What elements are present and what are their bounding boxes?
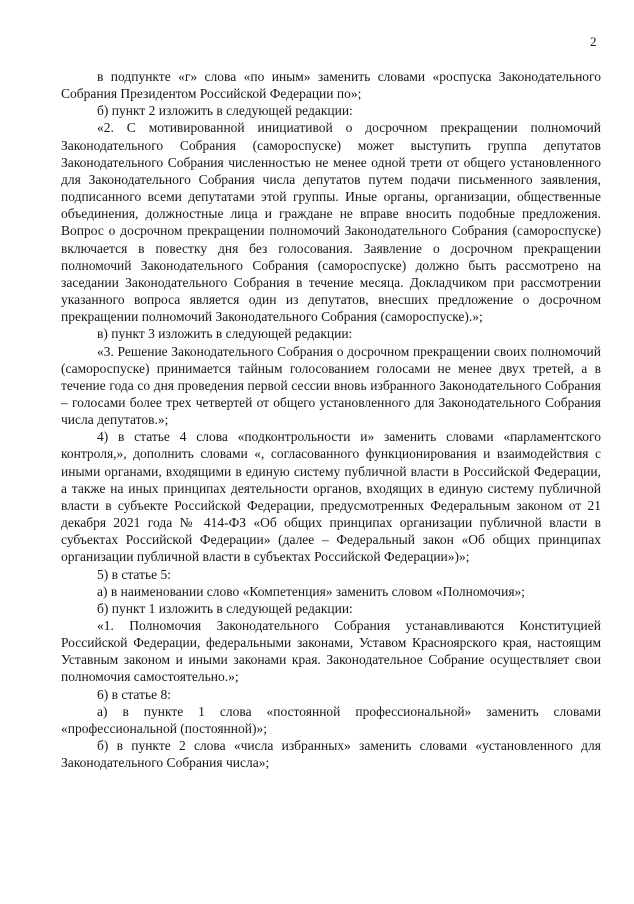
paragraph-article-4: 4) в статье 4 слова «подконтрольности и» заменить словами «парламентского контроля,», дополнить словами «, согласованного функционирования и взаимодействия с иными органами, входящими в единую систему публичной власти в Российской Федерации, а также на иных принципах деятельности органов, входящих в единую систему публичной власти в субъекте Российской Федерации, предусмотренных Федеральным законом от 21 декабря 2021 года № 414-ФЗ «Об общих принципах организации публичной власти в субъектах Российской Федерации» (далее – Федеральный закон «Об общих принципах организации публичной власти в субъектах Российской Федерации»)»; xyxy=(61,429,601,565)
paragraph-point-v-heading: в) пункт 3 изложить в следующей редакции: xyxy=(97,326,353,342)
paragraph-article-8-heading: 6) в статье 8: xyxy=(97,686,171,702)
paragraph-article-5-a: а) в наименовании слово «Компетенция» заменить словом «Полномочия»; xyxy=(97,583,526,599)
paragraph-article-5-heading: 5) в статье 5: xyxy=(97,566,171,582)
paragraph-article-8-a: а) в пункте 1 слова «постоянной профессиональной» заменить словами «профессиональной (постоянной)»; xyxy=(61,703,601,736)
paragraph-clause-3-text: «3. Решение Законодательного Собрания о досрочном прекращении своих полномочий (самороспуске) принимается тайным голосованием голосами не менее двух третей, а в течение года со дня проведения первой сессии вновь избранного Законодательного Собрания – голосами более трех четвертей от общего установленного для Законодательного Собрания числа депутатов.»; xyxy=(61,343,601,428)
paragraph-subpoint-g: в подпункте «г» слова «по иным» заменить словами «роспуска Законодательного Собрания Президентом Российской Федерации по»; xyxy=(61,69,601,102)
paragraph-point-b-heading: б) пункт 2 изложить в следующей редакции: xyxy=(97,103,353,119)
paragraph-article-5-clause-1: «1. Полномочия Законодательного Собрания устанавливаются Конституцией Российской Федерации, федеральными законами, Уставом Красноярского края, настоящим Уставным законом и иными законами края. Законодательное Собрание осуществляет свои полномочия самостоятельно.»; xyxy=(61,618,601,685)
paragraph-article-8-b: б) в пункте 2 слова «числа избранных» заменить словами «установленного для Законодательного Собрания числа»; xyxy=(61,738,601,771)
paragraph-article-5-b: б) пункт 1 изложить в следующей редакции: xyxy=(97,600,353,616)
document-body xyxy=(61,68,601,771)
paragraph-clause-2-text: «2. С мотивированной инициативой о досрочном прекращении полномочий Законодательного Собрания (самороспуске) может выступить группа депутатов Законодательного Собрания численностью не менее одной трети от общего установленного для Законодательного Собрания числа депутатов путем подачи письменного заявления, подписанного всеми депутатами этой группы. Иные органы, организации, общественные объединения, должностные лица и граждане не вправе вносить подобные предложения. Вопрос о досрочном прекращении полномочий Законодательного Собрания (самороспуске) включается в повестку дня без голосования. Заявление о досрочном прекращении полномочий Законодательного Собрания (самороспуске) должно быть рассмотрено на заседании Законодательного Собрания в течение месяца. Докладчиком при рассмотрении указанного вопроса является один из депутатов, внесших предложение о досрочном прекращении полномочий Законодательного Собрания (самороспуске).»; xyxy=(61,120,601,325)
page-number: 2 xyxy=(590,34,597,49)
